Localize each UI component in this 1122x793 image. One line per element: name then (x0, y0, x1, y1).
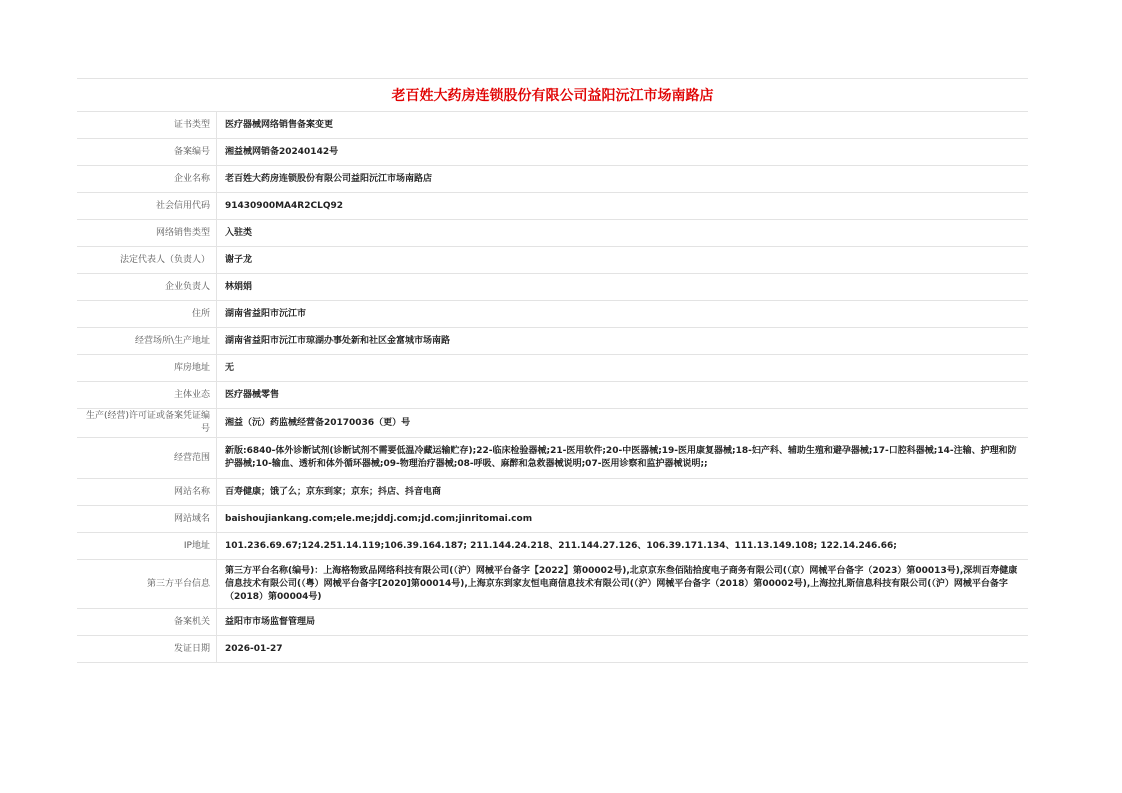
row-value-record-authority: 益阳市市场监督管理局 (217, 609, 1029, 636)
info-table (77, 112, 1028, 663)
row-label-license-no: 生产(经营)许可证或备案凭证编号 (77, 409, 217, 438)
row-label-business-scope: 经营范围 (77, 438, 217, 479)
table-row (77, 438, 1028, 479)
row-label-company-head: 企业负责人 (77, 274, 217, 301)
row-label-issue-date: 发证日期 (77, 636, 217, 663)
row-label-warehouse: 库房地址 (77, 355, 217, 382)
row-label-credit-code: 社会信用代码 (77, 193, 217, 220)
table-row (77, 328, 1028, 355)
table-row (77, 301, 1028, 328)
table-row (77, 636, 1028, 663)
table-row (77, 382, 1028, 409)
table-row (77, 479, 1028, 506)
row-label-legal-rep: 法定代表人（负责人） (77, 247, 217, 274)
row-value-business-scope: 新版:6840-体外诊断试剂(诊断试剂不需要低温冷藏运输贮存);22-临床检验器械;21-医用软件;20-中医器械;19-医用康复器械;18-妇产科、辅助生殖和避孕器械;17-口腔科器械;14-注输、护理和防护器械;10-输血、透析和体外循环器械;09-物理治疗器械;08-呼吸、麻醉和急救器械说明;07-医用诊察和监护器械说明;; (217, 438, 1029, 479)
row-label-ip-address: IP地址 (77, 533, 217, 560)
table-row (77, 193, 1028, 220)
row-label-site-name: 网站名称 (77, 479, 217, 506)
row-value-legal-rep: 谢子龙 (217, 247, 1029, 274)
table-row (77, 139, 1028, 166)
row-label-company-name: 企业名称 (77, 166, 217, 193)
row-value-warehouse: 无 (217, 355, 1029, 382)
title-row (77, 78, 1028, 112)
row-label-business-form: 主体业态 (77, 382, 217, 409)
row-label-cert-type: 证书类型 (77, 112, 217, 139)
row-label-site-domain: 网站域名 (77, 506, 217, 533)
row-label-residence: 住所 (77, 301, 217, 328)
table-row (77, 355, 1028, 382)
table-row (77, 533, 1028, 560)
row-label-business-address: 经营场所\生产地址 (77, 328, 217, 355)
row-value-cert-type: 医疗器械网络销售备案变更 (217, 112, 1029, 139)
row-value-credit-code: 91430900MA4R2CLQ92 (217, 193, 1029, 220)
row-value-site-name: 百寿健康；饿了么；京东到家；京东；抖店、抖音电商 (217, 479, 1029, 506)
table-row (77, 609, 1028, 636)
row-value-third-party: 第三方平台名称(编号)：上海格物致品网络科技有限公司(（沪）网械平台备字【2022】第00002号),北京京东叁佰陆拾度电子商务有限公司(（京）网械平台备字（2023）第00013号),深圳百寿健康信息技术有限公司(（粤）网械平台备字[2020]第00014号),上海京东到家友恒电商信息技术有限公司(（沪）网械平台备字（2018）第00002号),上海拉扎斯信息科技有限公司(（沪）网械平台备字（2018）第00004号) (217, 560, 1029, 609)
row-value-issue-date: 2026-01-27 (217, 636, 1029, 663)
row-value-record-no: 湘益械网销备20240142号 (217, 139, 1029, 166)
page-title: 老百姓大药房连锁股份有限公司益阳沅江市场南路店 (391, 88, 714, 104)
table-row (77, 220, 1028, 247)
row-value-site-domain: baishoujiankang.com;ele.me;jddj.com;jd.com;jinritomai.com (217, 506, 1029, 533)
row-value-company-name: 老百姓大药房连锁股份有限公司益阳沅江市场南路店 (217, 166, 1029, 193)
table-row (77, 274, 1028, 301)
row-value-business-form: 医疗器械零售 (217, 382, 1029, 409)
row-label-record-authority: 备案机关 (77, 609, 217, 636)
table-row (77, 112, 1028, 139)
table-row (77, 409, 1028, 438)
row-label-sales-type: 网络销售类型 (77, 220, 217, 247)
row-value-residence: 湖南省益阳市沅江市 (217, 301, 1029, 328)
row-value-ip-address: 101.236.69.67;124.251.14.119;106.39.164.187; 211.144.24.218、211.144.27.126、106.39.171.134、111.13.149.108; 122.14.246.66; (217, 533, 1029, 560)
row-label-record-no: 备案编号 (77, 139, 217, 166)
row-value-business-address: 湖南省益阳市沅江市琼湖办事处新和社区金富城市场南路 (217, 328, 1029, 355)
table-row (77, 506, 1028, 533)
row-value-license-no: 湘益（沅）药监械经营备20170036（更）号 (217, 409, 1029, 438)
row-label-third-party: 第三方平台信息 (77, 560, 217, 609)
certificate-sheet (77, 78, 1028, 663)
table-row (77, 560, 1028, 609)
row-value-sales-type: 入驻类 (217, 220, 1029, 247)
row-value-company-head: 林娟娟 (217, 274, 1029, 301)
table-row (77, 166, 1028, 193)
table-row (77, 247, 1028, 274)
